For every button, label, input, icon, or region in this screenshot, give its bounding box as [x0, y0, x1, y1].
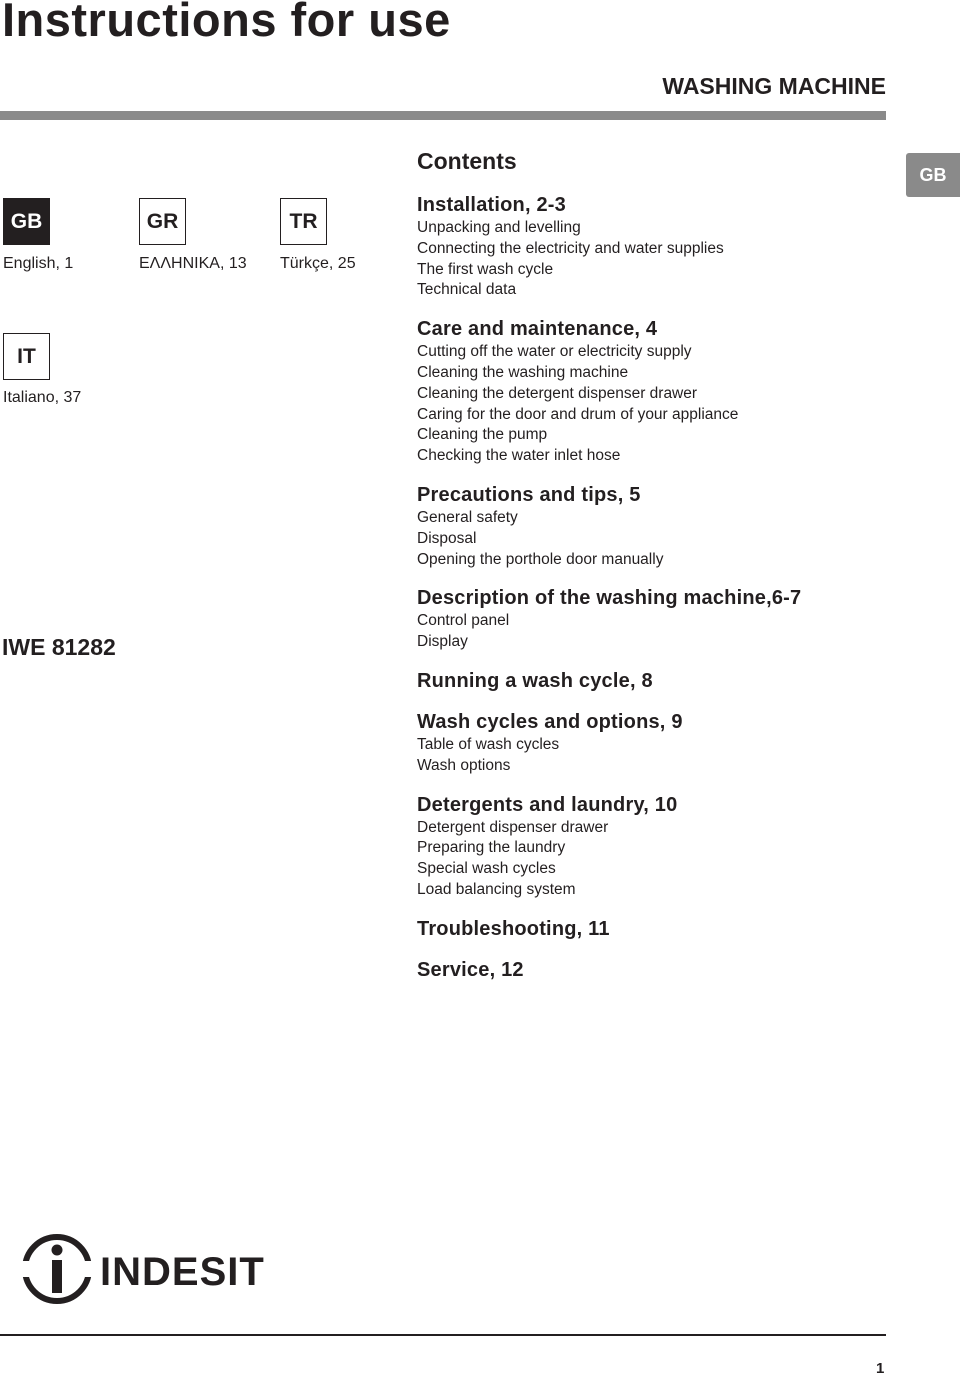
page-number: 1	[876, 1360, 885, 1377]
model-number: IWE 81282	[2, 634, 116, 660]
toc-item[interactable]: Wash options	[417, 756, 511, 774]
toc-item[interactable]: Detergent dispenser drawer	[417, 818, 609, 836]
toc-section-installation	[417, 192, 897, 301]
toc-item[interactable]: General safety	[417, 508, 518, 526]
toc-item[interactable]: Technical data	[417, 281, 517, 299]
contents-title: Contents	[417, 148, 517, 174]
toc-heading[interactable]: Service, 12	[417, 958, 524, 981]
toc-item[interactable]: Checking the water inlet hose	[417, 447, 621, 465]
toc-heading[interactable]: Installation, 2-3	[417, 194, 566, 216]
header-divider	[0, 111, 886, 120]
toc-heading[interactable]: Running a wash cycle, 8	[417, 669, 653, 692]
language-side-tab: GB	[906, 153, 960, 197]
toc-heading[interactable]: Care and maintenance, 4	[417, 318, 658, 341]
toc-heading[interactable]: Precautions and tips, 5	[417, 483, 641, 506]
toc-item[interactable]: Control panel	[417, 612, 510, 630]
toc-section-service	[417, 957, 897, 983]
language-label-it[interactable]: Italiano, 37	[3, 389, 82, 406]
toc-section-precautions	[417, 482, 897, 570]
toc-item[interactable]: Load balancing system	[417, 880, 576, 898]
indesit-logo	[22, 1233, 272, 1310]
toc-item[interactable]: Table of wash cycles	[417, 735, 560, 753]
toc-item[interactable]: Cutting off the water or electricity supply	[417, 343, 692, 361]
toc-section-care	[417, 316, 897, 467]
toc-item[interactable]: Opening the porthole door manually	[417, 550, 664, 568]
language-code-gr[interactable]: GR	[139, 198, 186, 245]
toc-item[interactable]: Cleaning the pump	[417, 426, 548, 444]
toc-item[interactable]: The first wash cycle	[417, 260, 554, 278]
language-code-gb[interactable]: GB	[3, 198, 50, 245]
toc-section-troubleshooting	[417, 916, 897, 942]
toc-item[interactable]: Caring for the door and drum of your appliance	[417, 405, 739, 423]
toc-heading[interactable]: Detergents and laundry, 10	[417, 793, 678, 816]
indesit-logo-icon	[22, 1233, 272, 1305]
language-label-gr[interactable]: ΕΛΛΗΝΙΚΑ, 13	[139, 255, 247, 272]
toc-heading[interactable]: Wash cycles and options, 9	[417, 710, 683, 733]
toc-item[interactable]: Cleaning the washing machine	[417, 363, 629, 381]
language-label-gb[interactable]: English, 1	[3, 255, 74, 272]
table-of-contents	[417, 192, 897, 998]
toc-section-running	[417, 668, 897, 694]
toc-item[interactable]: Preparing the laundry	[417, 839, 566, 857]
document-title: Instructions for use	[2, 0, 451, 46]
toc-section-description	[417, 585, 897, 653]
document-subtitle: WASHING MACHINE	[662, 73, 886, 99]
language-label-tr[interactable]: Türkçe, 25	[280, 255, 356, 272]
brand-name: INDESIT	[100, 1250, 265, 1294]
language-code-it[interactable]: IT	[3, 333, 50, 380]
toc-item[interactable]: Disposal	[417, 529, 477, 547]
toc-item[interactable]: Cleaning the detergent dispenser drawer	[417, 384, 698, 402]
toc-heading[interactable]: Troubleshooting, 11	[417, 917, 610, 940]
toc-section-detergents	[417, 792, 897, 901]
toc-section-wash-cycles	[417, 709, 897, 777]
toc-item[interactable]: Special wash cycles	[417, 860, 556, 878]
toc-item[interactable]: Unpacking and levelling	[417, 219, 581, 236]
footer-divider	[0, 1334, 886, 1336]
toc-heading[interactable]: Description of the washing machine,6-7	[417, 587, 802, 610]
language-code-tr[interactable]: TR	[280, 198, 327, 245]
toc-item[interactable]: Connecting the electricity and water supplies	[417, 239, 724, 257]
toc-item[interactable]: Display	[417, 633, 468, 651]
